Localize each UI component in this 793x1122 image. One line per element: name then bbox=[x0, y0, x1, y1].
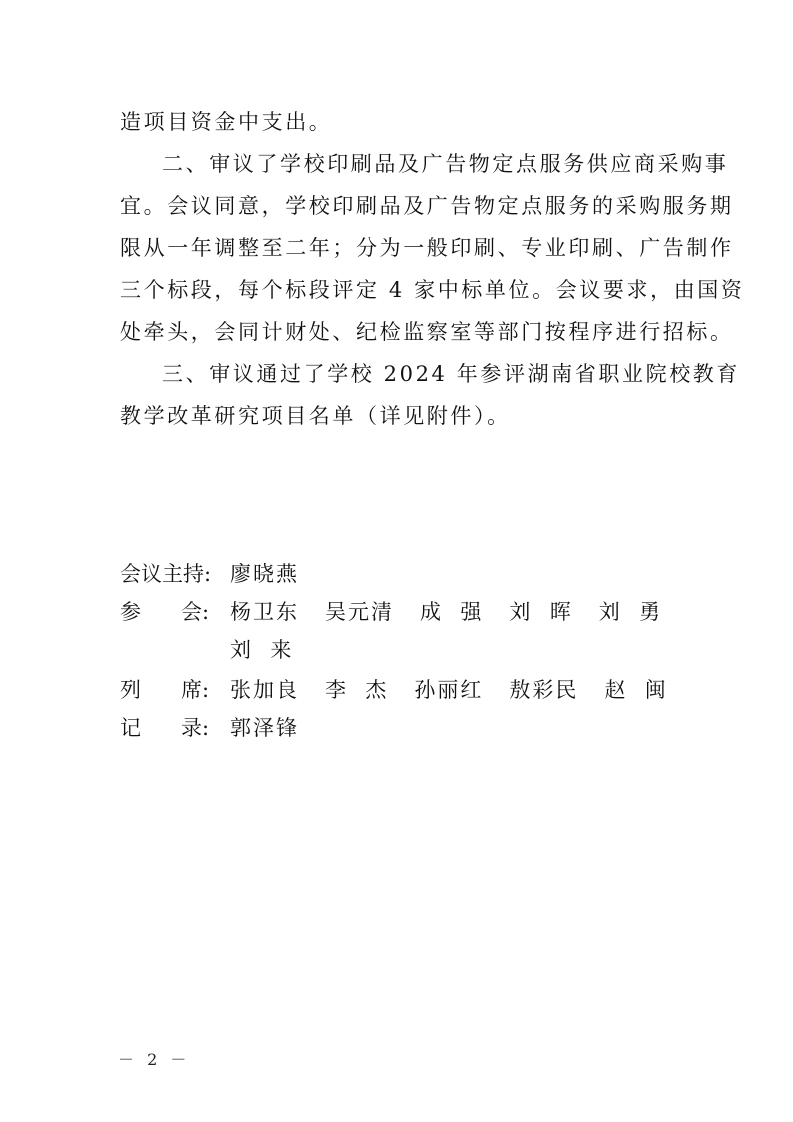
page-number: － 2 － bbox=[118, 1050, 191, 1069]
attendees-label: 列 席: bbox=[120, 678, 210, 702]
paragraph-line: 造项目资金中支出。 bbox=[120, 110, 333, 134]
paragraph-line: 教学改革研究项目名单（详见附件）。 bbox=[120, 404, 511, 428]
paragraph-line: 二、审议了学校印刷品及广告物定点服务供应商采购事 bbox=[162, 152, 729, 176]
paragraph-line: 宜。会议同意，学校印刷品及广告物定点服务的采购服务期 bbox=[120, 194, 734, 218]
host-name: 廖晓燕 bbox=[230, 562, 299, 586]
recorder-name: 郭泽锋 bbox=[230, 716, 299, 740]
paragraph-line: 三、审议通过了学校 2024 年参评湖南省职业院校教育 bbox=[162, 362, 740, 386]
paragraph-line: 限从一年调整至二年；分为一般印刷、专业印刷、广告制作 bbox=[120, 236, 734, 260]
participants-label: 参 会: bbox=[120, 600, 210, 624]
participants-names: 杨卫东 吴元清 成 强 刘 晖 刘 勇 bbox=[230, 600, 663, 624]
paragraph-line: 处牵头，会同计财处、纪检监察室等部门按程序进行招标。 bbox=[120, 320, 734, 344]
recorder-label: 记 录: bbox=[120, 716, 210, 740]
attendees-names: 张加良 李 杰 孙丽红 敖彩民 赵 闽 bbox=[230, 678, 668, 702]
paragraph-line: 三个标段，每个标段评定 4 家中标单位。会议要求，由国资 bbox=[120, 278, 745, 302]
host-label: 会议主持: bbox=[120, 562, 212, 586]
participants-names: 刘 来 bbox=[230, 638, 294, 662]
